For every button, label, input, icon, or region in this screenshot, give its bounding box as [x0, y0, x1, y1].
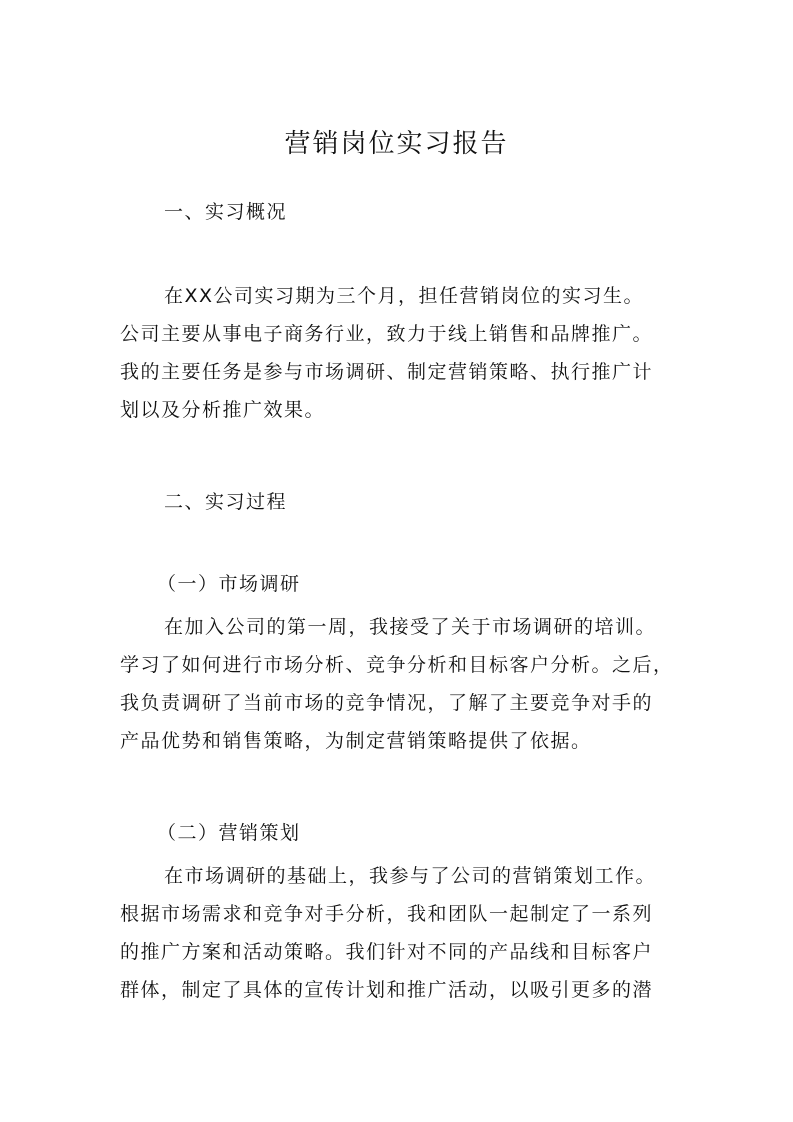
paragraph-line: 群体，制定了具体的宣传计划和推广活动，以吸引更多的潜 — [120, 979, 654, 1001]
paragraph-line: 公司主要从事电子商务行业，致力于线上销售和品牌推广。 — [120, 323, 654, 345]
paragraph-line: 的推广方案和活动策略。我们针对不同的产品线和目标客户 — [120, 941, 654, 963]
paragraph-marketing-planning — [120, 857, 678, 1009]
paragraph-line: 在加入公司的第一周，我接受了关于市场调研的培训。 — [164, 616, 657, 638]
section-heading-process: 二、实习过程 — [164, 491, 288, 513]
subsection-heading-market-research: （一）市场调研 — [157, 573, 301, 595]
paragraph-line: 学习了如何进行市场分析、竞争分析和目标客户分析。之后， — [120, 654, 674, 676]
paragraph-market-research — [120, 608, 678, 760]
paragraph-line: 根据市场需求和竞争对手分析，我和团队一起制定了一系列 — [120, 903, 654, 925]
page-title: 营销岗位实习报告 — [284, 129, 509, 159]
paragraph-line: 划以及分析推广效果。 — [120, 399, 326, 421]
section-heading-overview: 一、实习概况 — [164, 201, 288, 223]
paragraph-line: 在市场调研的基础上，我参与了公司的营销策划工作。 — [164, 865, 657, 887]
paragraph-line: 在XX公司实习期为三个月，担任营销岗位的实习生。 — [164, 285, 645, 307]
paragraph-line: 产品优势和销售策略，为制定营销策略提供了依据。 — [120, 730, 592, 752]
paragraph-line: 我负责调研了当前市场的竞争情况，了解了主要竞争对手的 — [120, 692, 654, 714]
paragraph-overview — [120, 277, 678, 429]
subsection-heading-marketing-planning: （二）营销策划 — [157, 822, 301, 844]
paragraph-line: 我的主要任务是参与市场调研、制定营销策略、执行推广计 — [120, 361, 654, 383]
